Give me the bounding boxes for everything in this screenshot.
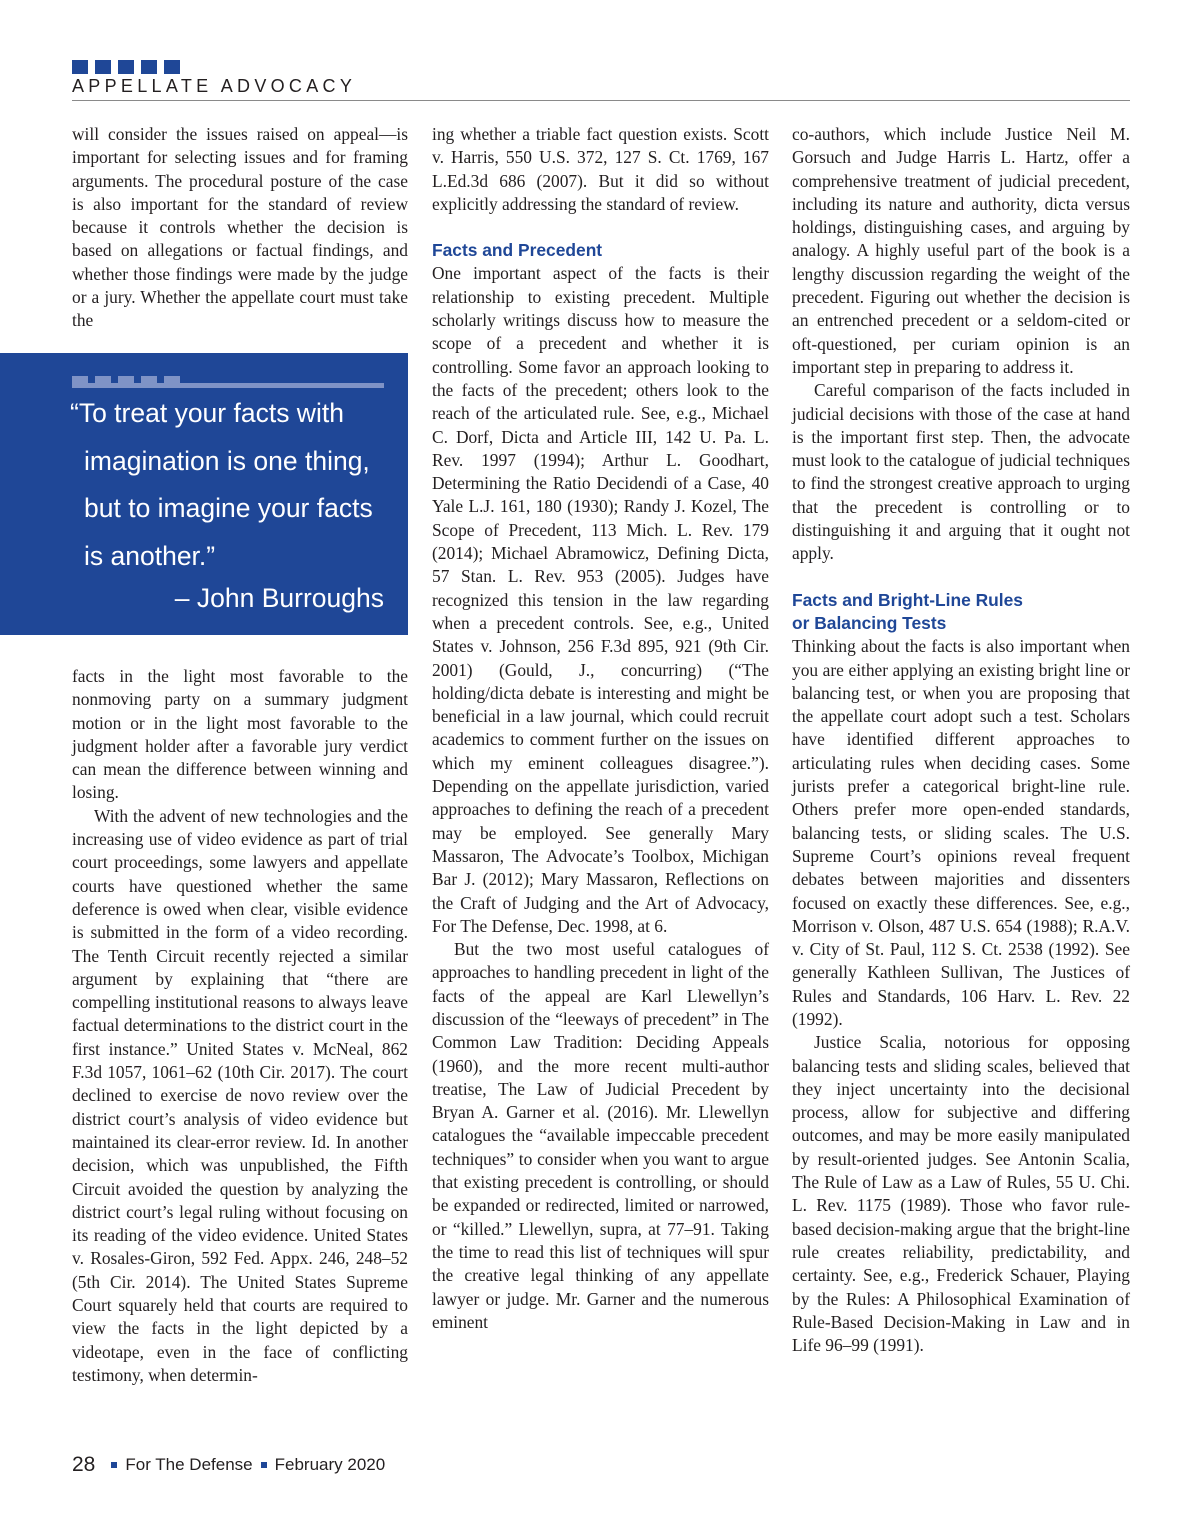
column-1-top [72, 123, 408, 333]
header-divider [72, 100, 1130, 101]
header-square [95, 60, 111, 74]
pull-quote-attribution: – John Burroughs [174, 583, 384, 613]
page-number: 28 [72, 1453, 96, 1476]
pull-quote-box [0, 353, 408, 635]
header-squares-decoration [72, 60, 180, 74]
pull-quote-square [118, 376, 134, 388]
pull-quote-line: but to imagine your facts [84, 493, 373, 523]
section-heading-line: Facts and Bright-Line Rules [792, 589, 1023, 610]
col3-paragraph-3: Thinking about the facts is also important when you are either applying an existing bright line or balancing test, or when you are proposing that the appellate court adopt such a test. Scholars have identified different approaches to articulating rules when deciding cases. Some jurists prefer a categorical bright-line rule. Others prefer more open-ended standards, balancing tests, or sliding scales. The U.S. Supreme Court’s opinions reveal frequent debates between majorities and dissenters focused on exactly these differences. See, e.g., Morrison v. Olson, 487 U.S. 654 (1988); R.A.V. v. City of St. Paul, 112 S. Ct. 2538 (1992). See generally Kathleen Sullivan, The Justices of Rules and Standards, 106 Harv. L. Rev. 22 (1992). [792, 636, 1130, 1029]
section-heading-facts-and-precedent: Facts and Precedent [432, 240, 603, 261]
pull-quote-squares-decoration [72, 376, 180, 388]
header-square [141, 60, 157, 74]
col2-paragraph-2: One important aspect of the facts is their relationship to existing precedent. Multiple scholarly writings discuss how to measure the scope of a precedent and whether it is controlling. Some favor an approach looking to the facts of the precedent; others look to the reach of the articulated rule. See, e.g., Michael C. Dorf, Dicta and Article III, 142 U. Pa. L. Rev. 1997 (1994); Arthur L. Goodhart, Determining the Ratio Decidendi of a Case, 40 Yale L.J. 161, 180 (1930); Randy J. Kozel, The Scope of Precedent, 113 Mich. L. Rev. 179 (2014); Michael Abramowicz, Defining Dicta, 57 Stan. L. Rev. 953 (2005). Judges have recognized this tension in the law regarding when a precedent controls. See, e.g., United States v. Johnson, 256 F.3d 895, 921 (9th Cir. 2001) (Gould, J., concurring) (“The holding/dicta debate is interesting and might be beneficial in a law journal, which could recruit academics to comment further on the issues on which my eminent colleagues disagree.”). Depending on the appellate jurisdiction, varied approaches to defining the reach of a precedent may be employed. See generally Mary Massaron, The Advocate’s Toolbox, Michigan Bar J. (2012); Mary Massaron, Reflections on the Craft of Judging and the Art of Advocacy, For The Defense, Dec. 1998, at 6. [432, 263, 769, 936]
publication-name: For The Defense [125, 1455, 253, 1474]
footer-bullet [261, 1462, 267, 1468]
page-footer [72, 1453, 385, 1477]
col1-paragraph-1: will consider the issues raised on appeal—is important for selecting issues and for framing arguments. The procedural posture of the case is also important for the standard of review because it controls whether the decision is based on allegations or factual findings, and whether those findings were made by the judge or a jury. Whether the appellate court must take the [72, 124, 408, 331]
section-heading-bright-line-rules [792, 589, 1130, 636]
col1-paragraph-3: With the advent of new technologies and the increasing use of video evidence as part of trial court proceedings, some lawyers and appellate courts have questioned whether the same deference is owed when clear, visible evidence is submitted in the form of a video recording. The Tenth Circuit recently rejected a similar argument by explaining that “there are compelling institutional reasons to always leave factual determinations to the district court in the first instance.” United States v. McNeal, 862 F.3d 1057, 1061–62 (10th Cir. 2017). The court declined to exercise de novo review over the district court’s analysis of video evidence but maintained its clear-error review. Id. In another decision, which was unpublished, the Fifth Circuit avoided the question by analyzing the district court’s legal ruling without focusing on its reading of the video evidence. United States v. Rosales-Giron, 592 Fed. Appx. 246, 248–52 (5th Cir. 2014). The United States Supreme Court squarely held that courts are required to view the facts in the light depicted by a videotape, even in the face of conflicting testimony, when determin- [72, 805, 408, 1385]
pull-quote-square [141, 376, 157, 388]
pull-quote-line: imagination is one thing, [84, 445, 370, 476]
pull-quote-square [164, 376, 180, 388]
col2-paragraph-3: But the two most useful catalogues of approaches to handling precedent in light of the facts of the appeal are Karl Llewellyn’s discussion of the “leeways of precedent” in The Common Law Tradition: Deciding Appeals (1960), and the more recent multi-author treatise, The Law of Judicial Precedent by Bryan A. Garner et al. (2016). Mr. Llewellyn catalogues the “available impeccable precedent techniques” to consider when you want to argue that existing precedent is controlling, or should be expanded or redirected, limited or narrowed, or “killed.” Llewellyn, supra, at 77–91. Taking the time to read this list of techniques will spur the creative legal thinking of any appellate lawyer or judge. Mr. Garner and the numerous eminent [432, 939, 769, 1332]
col2-paragraph-1: ing whether a triable fact question exists. Scott v. Harris, 550 U.S. 372, 127 S. Ct. 1769, 167 L.Ed.3d 686 (2007). But it did so without explicitly addressing the standard of review. [432, 124, 769, 214]
pull-quote-square [72, 376, 88, 388]
section-heading-line: or Balancing Tests [792, 612, 947, 633]
col3-paragraph-2: Careful comparison of the facts included in judicial decisions with those of the case at hand is the important first step. Then, the advocate must look to the catalogue of judicial techniques to find the strongest creative approach to urging that the precedent is controlling or to distinguishing it and arguing that it ought not apply. [792, 380, 1130, 564]
pull-quote-line: is another.” [84, 540, 216, 571]
column-3 [792, 123, 1130, 1357]
pull-quote-line: “To treat your facts with [70, 398, 344, 428]
section-label: APPELLATE ADVOCACY [72, 76, 357, 96]
column-2 [432, 123, 769, 1334]
pull-quote-square [95, 376, 111, 388]
header-square [72, 60, 88, 74]
pull-quote-text [70, 390, 400, 580]
header-square [164, 60, 180, 74]
col3-paragraph-1: co-authors, which include Justice Neil M. Gorsuch and Judge Harris L. Hartz, offer a comprehensive treatment of judicial precedent, including its nature and authority, dicta versus holdings, distinguishing cases, and arguing by analogy. A highly useful part of the book is a lengthy discussion regarding the weight of the precedent. Figuring out whether the decision is an entrenched precedent or a seldom-cited or oft-questioned, per curiam opinion is an important step in preparing to address it. [792, 124, 1130, 377]
col1-paragraph-2: facts in the light most favorable to the nonmoving party on a summary judgment motion or in the light most favorable to the judgment holder after a favorable jury verdict can mean the difference between winning and losing. [72, 666, 408, 803]
header-square [118, 60, 134, 74]
column-1-bottom [72, 665, 408, 1387]
footer-bullet [111, 1462, 117, 1468]
col3-paragraph-4: Justice Scalia, notorious for opposing balancing tests and sliding scales, believed that they inject uncertainty into the decisional process, allow for subjective and differing outcomes, and may be more easily manipulated by result-oriented judges. See Antonin Scalia, The Rule of Law as a Law of Rules, 55 U. Chi. L. Rev. 1175 (1989). Those who favor rule-based decision-making argue that the bright-line rule creates reliability, predictability, and certainty. See, e.g., Frederick Schauer, Playing by the Rules: A Philosophical Examination of Rule-Based Decision-Making in Law and in Life 96–99 (1991). [792, 1032, 1130, 1356]
issue-date: February 2020 [274, 1455, 386, 1474]
